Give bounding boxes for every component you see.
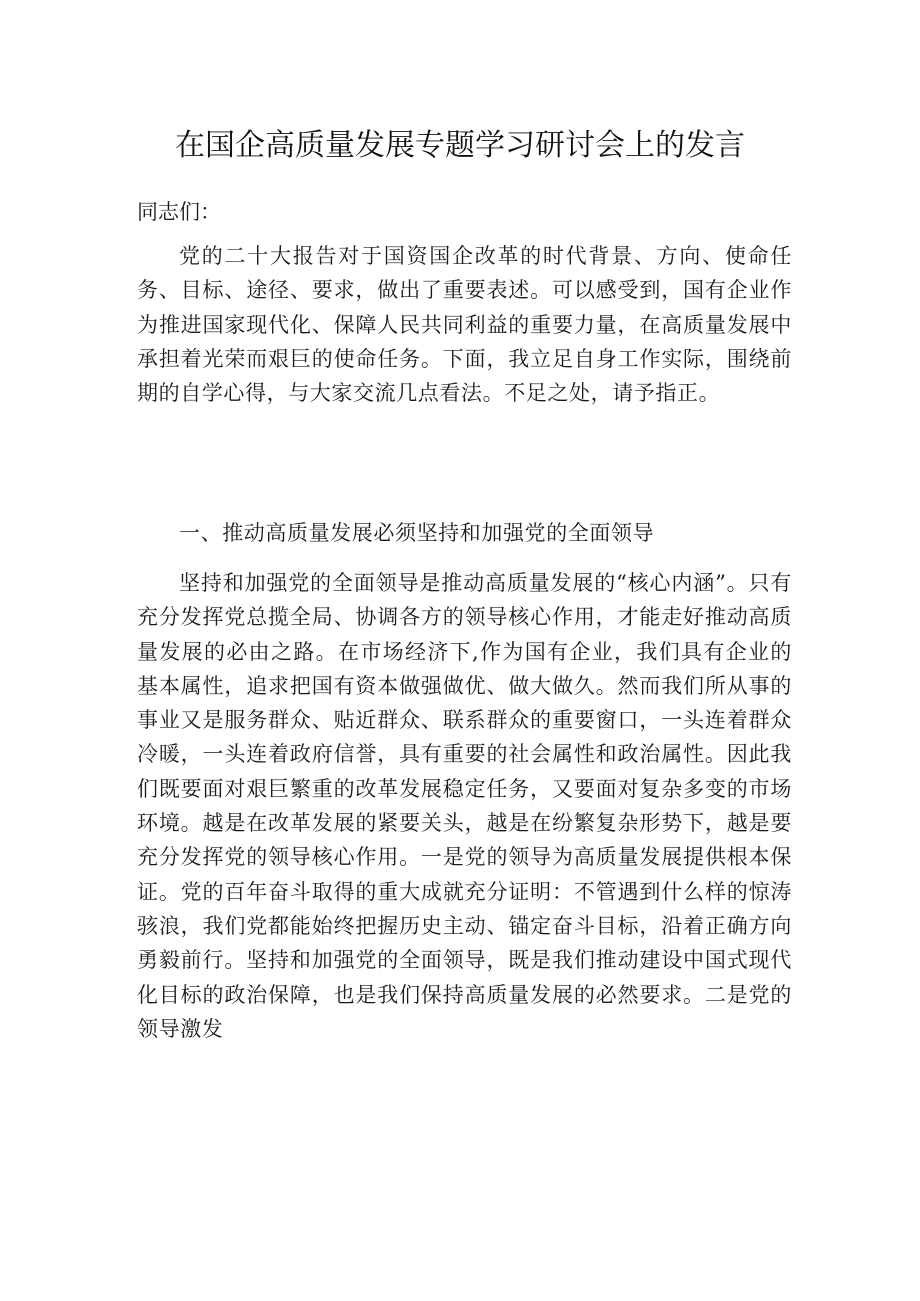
document-title: 在国企高质量发展专题学习研讨会上的发言 [175,128,745,163]
salutation: 同志们： [137,200,221,224]
section-heading-1: 一、推动高质量发展必须坚持和加强党的全面领导 [179,521,655,545]
paragraph-section-1: 坚持和加强党的全面领导是推动高质量发展的“核心内涵”。只有充分发挥党总揽全局、协调各方的领导核心作用，才能走好推动高质量发展的必由之路。在市场经济下,作为国有企业，我们具有企业的基本属性，追求把国有资本做强做优、做大做久。然而我们所从事的事业又是服务群众、贴近群众、联系群众的重要窗口，一头连着群众冷暖，一头连着政府信誉，具有重要的社会属性和政治属性。因此我们既要面对艰巨繁重的改革发展稳定任务，又要面对复杂多变的市场环境。越是在改革发展的紧要关头，越是在纷繁复杂形势下，越是要充分发挥党的领导核心作用。一是党的领导为高质量发展提供根本保证。党的百年奋斗取得的重大成就充分证明：不管遇到什么样的惊涛骇浪，我们党都能始终把握历史主动、锚定奋斗目标，沿着正确方向勇毅前行。坚持和加强党的全面领导，既是我们推动建设中国式现代化目标的政治保障，也是我们保持高质量发展的必然要求。二是党的领导激发 [137,571,792,1041]
paragraph-intro: 党的二十大报告对于国资国企改革的时代背景、方向、使命任务、目标、途径、要求，做出了重要表述。可以感受到，国有企业作为推进国家现代化、保障人民共同利益的重要力量，在高质量发展中承担着光荣而艰巨的使命任务。下面，我立足自身工作实际，围绕前期的自学心得，与大家交流几点看法。不足之处，请予指正。 [137,244,792,406]
